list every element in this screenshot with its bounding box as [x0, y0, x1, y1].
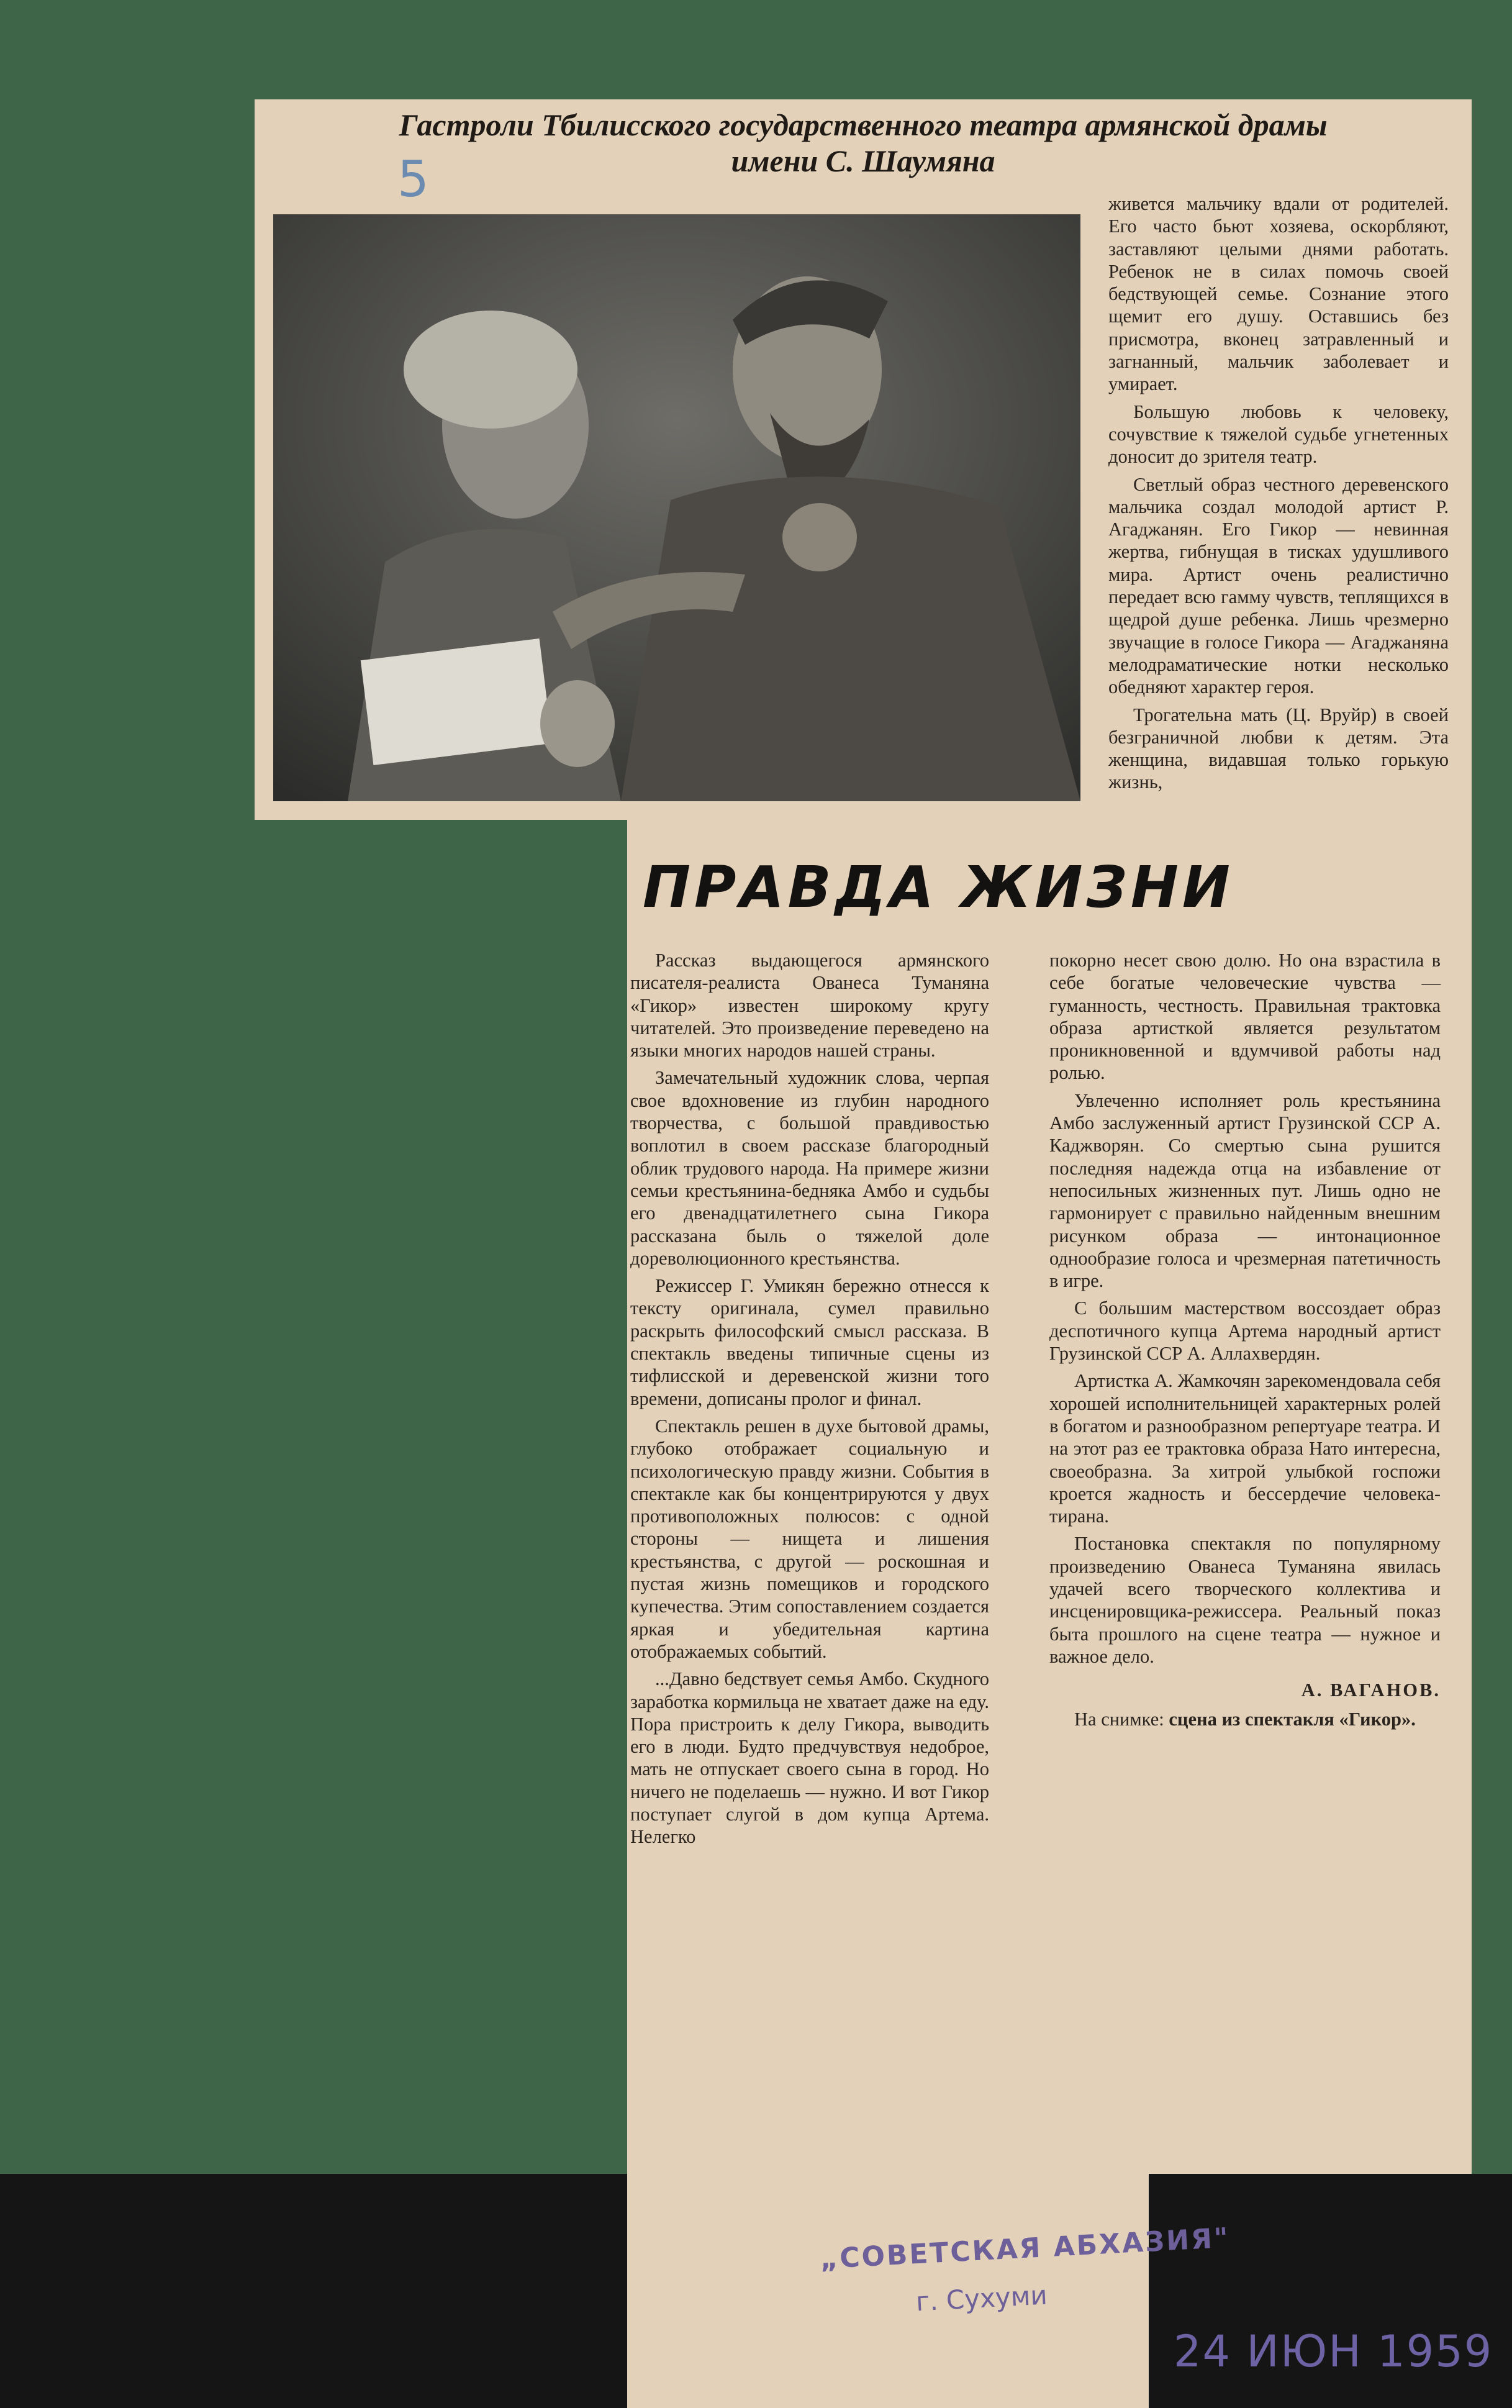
tour-header — [267, 107, 1459, 179]
paragraph: Светлый образ честного деревенского мальчика создал молодой артист Р. Агаджанян. Его Гикор — невинная жертва, гибнущая в тисках удушливого мира. Артист очень реалистично передает всю гамму чувств, теплящихся в щедрой душе ребенка. Лишь чрезмерно звучащие в голосе Гикора — Агаджаняна мелодраматические нотки несколько обедняют характер героя. — [1108, 473, 1449, 698]
header-line-1: Гастроли Тбилисского государственного театра армянской драмы — [399, 107, 1328, 142]
paragraph: Трогательна мать (Ц. Вруйр) в своей безграничной любви к детям. Эта женщина, видавшая только горькую жизнь, — [1108, 704, 1449, 793]
header-line-2: имени С. Шаумяна — [731, 143, 995, 178]
author-signature: А. ВАГАНОВ. — [1301, 1679, 1441, 1701]
newspaper-stamp-city: г. Сухуми — [915, 2279, 1048, 2317]
paragraph: Увлеченно исполняет роль крестьянина Амбо заслуженный артист Грузинской ССР А. Каджворян. Со смертью сына рушится последняя надежда отца на избавление от непосильных жизненных пут. Лишь одно не гармонирует с правильно найденным внешним рисунком образа — интонационное однообразие голоса и чрезмерная патетичность в игре. — [1049, 1089, 1441, 1292]
paragraph: Большую любовь к человеку, сочувствие к тяжелой судьбе угнетенных доносит до зрителя театр. — [1108, 401, 1449, 468]
paragraph: Артистка А. Жамкочян зарекомендовала себя хорошей исполнительницей характерных ролей в богатом и разнообразном репертуаре театра. И на этот раз ее трактовка образа Нато интересна, своеобразна. За хитрой улыбкой госпожи кроется жадность и бессердечие человека-тирана. — [1049, 1370, 1441, 1527]
pencil-number-mark: 5 — [397, 150, 429, 208]
paragraph: Спектакль решен в духе бытовой драмы, глубоко отображает социальную и психологическую правду жизни. События в спектакле как бы концентрируются у двух противоположных полюсов: с одной стороны — нищета и лишения крестьянства, с другой — роскошная и пустая жизнь помещиков и городского купечества. Этим сопоставлением создается яркая и убедительная картина отображаемых событий. — [630, 1415, 989, 1662]
paragraph: Режиссер Г. Умикян бережно отнесся к тексту оригинала, сумел правильно раскрыть философский смысл рассказа. В спектакль введены типичные сцены из тифлисской и деревенской жизни того времени, дописаны пролог и финал. — [630, 1275, 989, 1409]
paragraph: покорно несет свою долю. Но она взрастила в себе богатые человеческие чувства — гуманность, честность. Правильная трактовка образа артисткой является результатом проникновенной и вдумчивой работы над ролью. — [1049, 950, 1441, 1084]
article-headline: ПРАВДА ЖИЗНИ — [643, 854, 1234, 920]
caption-text: сцена из спектакля «Гикор». — [1169, 1708, 1416, 1730]
paragraph: живется мальчику вдали от родителей. Его часто бьют хозяева, оскорбляют, заставляют целыми днями работать. Ребенок не в силах помочь своей бедствующей семье. Сознание этого щемит его душу. Оставшись без присмотра, вконец затравленный и загнанный, мальчик заболевает и умирает. — [1108, 193, 1449, 395]
caption-lead: На снимке: — [1074, 1708, 1164, 1730]
paragraph: ...Давно бедствует семья Амбо. Скудного заработка кормильца не хватает даже на еду. Пора пристроить к делу Гикора, выводить его в люди. Будто предчувствуя недоброе, мать не отпускает своего сына в город. Но ничего не поделаешь — нужно. И вот Гикор поступает слугой в дом купца Артема. Нелегко — [630, 1668, 989, 1848]
paragraph: Рассказ выдающегося армянского писателя-реалиста Ованеса Туманяна «Гикор» известен широкому кругу читателей. Это произведение переведено на языки многих народов нашей страны. — [630, 950, 989, 1061]
article-column-left — [630, 949, 989, 1853]
article-column-right-top — [1108, 193, 1449, 799]
paragraph: Замечательный художник слова, черпая свое вдохновение из глубин народного творчества, с большой правдивостью воплотил в своем рассказе благородный облик трудового народа. На примере жизни семьи крестьянина-бедняка Амбо и судьбы его двенадцатилетнего сына Гикора рассказана быль о тяжелой доле дореволюционного крестьянства. — [630, 1067, 989, 1269]
photo-caption — [1049, 1708, 1441, 1730]
paragraph: Постановка спектакля по популярному произведению Ованеса Туманяна явилась удачей всего творческого коллектива и инсценировщика-режиссера. Реальный показ быта прошлого на сцене театра — нужное и важное дело. — [1049, 1533, 1441, 1667]
article-column-right-bottom — [1049, 949, 1441, 1735]
theatre-scene-photo — [273, 214, 1080, 801]
newspaper-stamp-title: „СОВЕТСКАЯ АБХАЗИЯ" — [819, 2222, 1231, 2276]
paragraph: С большим мастерством воссоздает образ деспотичного купца Артема народный артист Грузинской ССР А. Аллахвердян. — [1049, 1297, 1441, 1365]
clipping-paper-bottom — [627, 2174, 1149, 2408]
date-stamp: 24 ИЮН 1959 — [1174, 2326, 1493, 2377]
